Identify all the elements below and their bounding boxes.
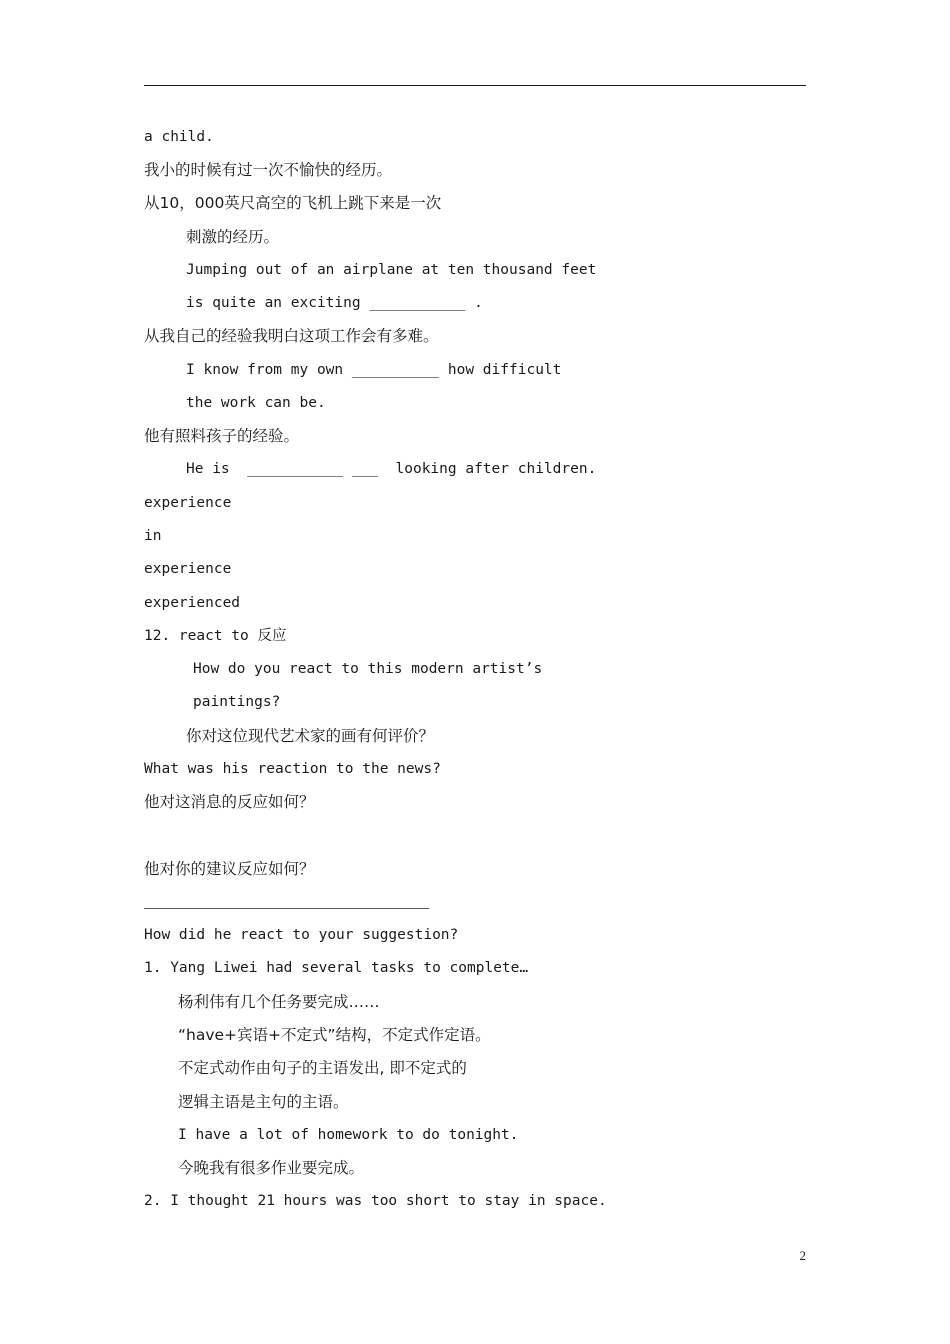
page-number: 2 bbox=[799, 1248, 806, 1263]
text-line: I know from my own __________ how difficult bbox=[186, 362, 562, 378]
text-line: 从我自己的经验我明白这项工作会有多难。 bbox=[144, 327, 439, 345]
answer-line: experience bbox=[144, 495, 232, 511]
answer-line: experience bbox=[144, 561, 232, 577]
text-line: How do you react to this modern artist’s bbox=[193, 661, 543, 677]
text-line: a child. bbox=[144, 129, 214, 145]
text-line: 今晚我有很多作业要完成。 bbox=[178, 1159, 365, 1177]
text-line: 从10，000英尺高空的飞机上跳下来是一次 bbox=[144, 194, 442, 212]
section-heading: 2. I thought 21 hours was too short to stay in space. bbox=[144, 1193, 607, 1209]
text-line: 你对这位现代艺术家的画有何评价？ bbox=[186, 727, 435, 745]
answer-blank bbox=[144, 908, 429, 909]
answer-line: experienced bbox=[144, 595, 241, 611]
text-line: 他对这消息的反应如何？ bbox=[144, 793, 315, 811]
text-line: He is ___________ ___ looking after children. bbox=[186, 461, 597, 477]
text-line: 他对你的建议反应如何？ bbox=[144, 860, 315, 878]
section-heading: 12. react to 反应 bbox=[144, 628, 287, 644]
text-line: I have a lot of homework to do tonight. bbox=[178, 1127, 519, 1143]
text-line: paintings? bbox=[193, 694, 281, 710]
text-line: 刺激的经历。 bbox=[186, 228, 280, 246]
text-line: 逻辑主语是主句的主语。 bbox=[178, 1093, 349, 1111]
text-line: 不定式动作由句子的主语发出, 即不定式的 bbox=[178, 1059, 467, 1077]
answer-line: in bbox=[144, 528, 162, 544]
section-heading: 1. Yang Liwei had several tasks to complete… bbox=[144, 960, 529, 976]
text-line: 杨利伟有几个任务要完成…… bbox=[178, 993, 380, 1011]
text-line: “have+宾语+不定式”结构，不定式作定语。 bbox=[178, 1026, 491, 1044]
text-line: 他有照料孩子的经验。 bbox=[144, 427, 300, 445]
header-rule bbox=[144, 85, 806, 86]
text-line: Jumping out of an airplane at ten thousand feet bbox=[186, 262, 597, 278]
text-line: 我小的时候有过一次不愉快的经历。 bbox=[144, 161, 393, 179]
text-line: How did he react to your suggestion? bbox=[144, 927, 459, 943]
text-line: What was his reaction to the news? bbox=[144, 761, 441, 777]
text-line: the work can be. bbox=[186, 395, 326, 411]
text-line: is quite an exciting ___________ . bbox=[186, 295, 483, 311]
